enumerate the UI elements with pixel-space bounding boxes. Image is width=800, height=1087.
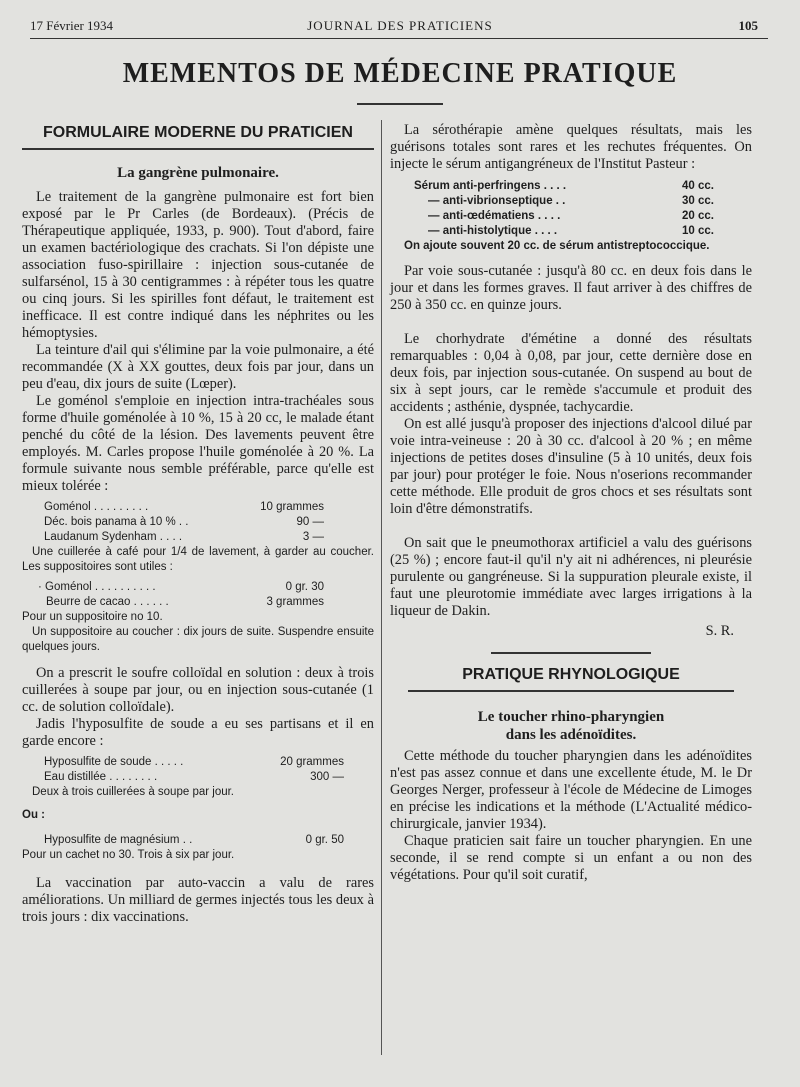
title-rule bbox=[357, 103, 443, 105]
prescription-list-3 bbox=[22, 755, 344, 785]
prescription-list-2 bbox=[22, 580, 324, 610]
section-title-formulaire: FORMULAIRE MODERNE DU PRATICIEN bbox=[43, 124, 353, 141]
serum-row: — anti-histolytique . . . . 10 cc. bbox=[428, 225, 714, 237]
serum-row: Sérum anti-perfringens . . . . 40 cc. bbox=[414, 180, 714, 192]
left-column bbox=[22, 122, 374, 926]
prescription-note: Pour un cachet no 30. Trois à six par jour. bbox=[22, 849, 235, 861]
prescription-row: · Goménol . . . . . . . . . . 0 gr. 30 bbox=[38, 581, 324, 593]
paragraph: Le chorhydrate d'émétine a donné des résultats remarquables : 0,04 à 0,08, par jour, cette dernière dose en deux fois, par injection sous-cutanée. On suspend au bout de six à sept jours, car le remède s'accumule et produit des accidents ; asthénie, dyspnée, tachycardie. bbox=[390, 331, 752, 415]
paragraph: Jadis l'hyposulfite de soude a eu ses partisans et il en garde encore : bbox=[22, 716, 374, 749]
paragraph: La sérothérapie amène quelques résultats, mais les guérisons totales sont rares et les rechutes fréquentes. On injecte le sérum antigangréneux de l'Institut Pasteur : bbox=[390, 122, 752, 172]
page-title: MEMENTOS DE MÉDECINE PRATIQUE bbox=[122, 58, 678, 89]
article-title-toucher-1: Le toucher rhino-pharyngien bbox=[477, 709, 665, 725]
prescription-row: Hyposulfite de magnésium . . 0 gr. 50 bbox=[44, 834, 344, 846]
serum-row: — anti-œdématiens . . . . 20 cc. bbox=[428, 210, 714, 222]
header-divider bbox=[30, 38, 768, 39]
prescription-row: Goménol . . . . . . . . . 10 grammes bbox=[44, 501, 324, 513]
prescription-row: Déc. bois panama à 10 % . . 90 — bbox=[44, 516, 324, 528]
prescription-note: Deux à trois cuillerées à soupe par jour. bbox=[32, 786, 234, 798]
section-rule bbox=[408, 690, 734, 692]
paragraph: On est allé jusqu'à proposer des injections d'alcool dilué par voie intra-veineuse : 20 à 30 cc. d'alcool à 20 % ; en même injections de petites doses d'insuline (5 à 10 unités, deux fois par jour) pour protéger le foie. Nous n'oserions recommander cette méthode. Elle produit de gros chocs et ses résultats sont loin d'être démonstratifs. bbox=[390, 416, 752, 517]
paragraph: Le goménol s'emploie en injection intra-trachéales sous forme d'huile goménolée à 10 %, 15 à 20 cc, le malade étant penché du côté de la lésion. Des lavements peuvent être employés. M. Carles propose l'huile goménolée à 20 %. La formule suivante nous semble préférable, parce qu'elle est mieux tolérée : bbox=[22, 393, 374, 494]
section-separator bbox=[491, 652, 651, 654]
serum-row: — anti-vibrionseptique . . 30 cc. bbox=[428, 195, 714, 207]
prescription-note: Un suppositoire au coucher : dix jours de suite. Suspendre ensuite quelques jours. bbox=[22, 626, 374, 653]
article-title-gangrene: La gangrène pulmonaire. bbox=[117, 165, 279, 181]
prescription-row: Laudanum Sydenham . . . . 3 — bbox=[44, 531, 324, 543]
paragraph: On sait que le pneumothorax artificiel a valu des guérisons (25 %) ; encore faut-il qu'il n'y ait ni adhérences, ni pleurésie purulente ou gangréneuse. Si la suppuration pleurale existe, il faut une pleurotomie immédiate avec larges irrigations à la liqueur de Dakin. bbox=[390, 535, 752, 619]
paragraph: Par voie sous-cutanée : jusqu'à 80 cc. en deux fois dans le jour et dans les formes graves. Il faut arriver à des chiffres de 250 à 350 cc. en quinze jours. bbox=[390, 263, 752, 313]
paragraph: Le traitement de la gangrène pulmonaire est fort bien exposé par le Pr Carles (de Bordeaux). (Précis de Thérapeutique appliquée, 1933, p. 900). Tout d'abord, faire un examen bactériologique des crachats. Si l'on dépiste une association fuso-spirillaire : injection sous-cutanée de sulfarsénol, 15 à 30 centigrammes : à répéter tous les quatre ou cinq jours. Si les spirilles font défaut, le traitement est inefficace. Il est contre indiqué dans les néphrites ou les hémoptysies. bbox=[22, 189, 374, 341]
right-column bbox=[390, 122, 752, 884]
serum-note: On ajoute souvent 20 cc. de sérum antistreptococcique. bbox=[404, 240, 710, 252]
prescription-row: Eau distillée . . . . . . . . 300 — bbox=[44, 771, 344, 783]
article-title-toucher-2: dans les adénoïdites. bbox=[505, 727, 637, 743]
paragraph: La vaccination par auto-vaccin a valu de rares améliorations. Un milliard de germes injectés tous les deux à trois jours : dix vaccinations. bbox=[22, 875, 374, 925]
section-title-rhynologique: PRATIQUE RHYNOLOGIQUE bbox=[462, 666, 680, 683]
header-journal-title: JOURNAL DES PRATICIENS bbox=[307, 18, 493, 33]
paragraph: La teinture d'ail qui s'élimine par la voie pulmonaire, a été recommandée (X à XX gouttes, deux fois par jour, dans un peu d'eau, dix jours de suite (Lœper). bbox=[22, 342, 374, 392]
prescription-list-1 bbox=[22, 500, 324, 545]
column-divider bbox=[381, 120, 382, 1055]
prescription-row: Hyposulfite de soude . . . . . 20 grammes bbox=[44, 756, 344, 768]
paragraph: Chaque praticien sait faire un toucher pharyngien. En une seconde, il se rend compte si un enfant a ou non des végétations. Pour qu'il soit curatif, bbox=[390, 833, 752, 883]
header-date: 17 Février 1934 bbox=[30, 18, 114, 33]
header-page-number: 105 bbox=[738, 18, 758, 33]
paragraph: Cette méthode du toucher pharyngien dans les adénoïdites n'est pas assez connue et dans une excellente étude, M. le Dr Georges Nerger, professeur à l'école de Médecine de Limoges en précise les indications et la méthode (L'Actualité médico-chirurgicale, janvier 1934). bbox=[390, 748, 752, 832]
paragraph: On a prescrit le soufre colloïdal en solution : deux à trois cuillerées à soupe par jour, ou en injection sous-cutanée (1 cc. de solution colloïdale). bbox=[22, 665, 374, 715]
prescription-note: Une cuillerée à café pour 1/4 de lavement, à garder au coucher. Les suppositoires sont utiles : bbox=[22, 546, 374, 573]
prescription-list-4 bbox=[22, 833, 344, 848]
prescription-row: Beurre de cacao . . . . . . 3 grammes bbox=[46, 596, 324, 608]
alternative-label: Ou : bbox=[22, 809, 45, 821]
serum-list bbox=[390, 179, 714, 239]
section-rule bbox=[22, 148, 374, 150]
author-signature: S. R. bbox=[705, 623, 734, 639]
prescription-note: Pour un suppositoire no 10. bbox=[22, 611, 163, 623]
